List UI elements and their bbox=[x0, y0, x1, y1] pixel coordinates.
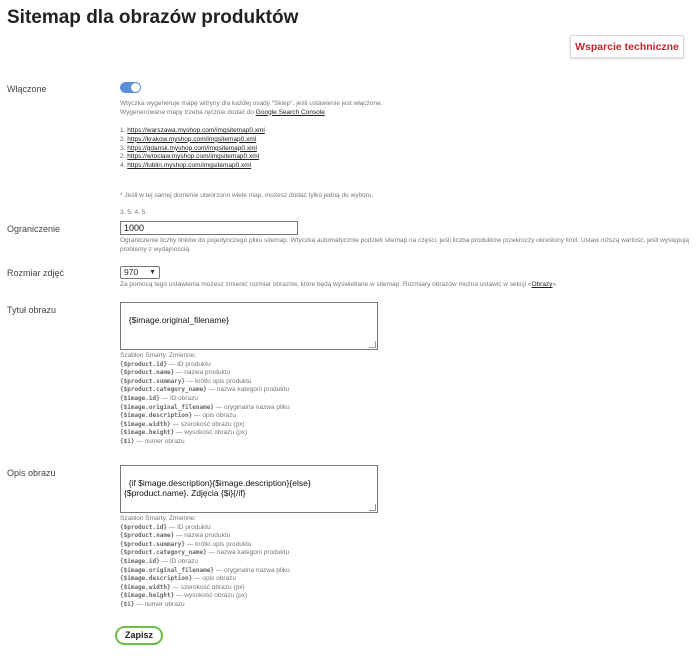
variable-code: {$product.name} bbox=[120, 532, 175, 540]
variable-code: {$image.description} bbox=[120, 575, 193, 583]
sitemap-url-link[interactable]: https://krakow.myshop.com/imgsitemap0.xml bbox=[127, 135, 257, 143]
variable-desc: — ID produktu bbox=[166, 360, 211, 368]
variable-row bbox=[120, 601, 695, 610]
variable-code: {$i} bbox=[120, 437, 135, 445]
save-button[interactable]: Zapisz bbox=[115, 626, 163, 645]
variables-heading: Szablon Smarty. Zmienne: bbox=[120, 515, 197, 522]
enabled-note-2: 3. 5. 4. 5. bbox=[120, 209, 148, 216]
variable-row bbox=[120, 421, 695, 430]
list-item bbox=[120, 153, 695, 162]
image-title-value: {$image.original_filename} bbox=[128, 315, 229, 325]
variable-desc: — numer obrazu bbox=[134, 600, 185, 608]
sitemap-url-link[interactable]: https://gdansk.myshop.com/imgsitemap0.xml bbox=[127, 144, 257, 152]
list-number: 4. bbox=[120, 162, 126, 170]
variables-heading: Szablon Smarty. Zmienne: bbox=[120, 352, 197, 359]
enabled-note: * Jeśli w tej samej domenie utworzono wiele map, możesz dodać tylko jedną do wyboru. bbox=[120, 192, 374, 199]
google-search-console-link[interactable]: Google Search Console bbox=[255, 108, 325, 116]
variable-code: {$i} bbox=[120, 600, 135, 608]
variable-code: {$product.category_name} bbox=[120, 549, 207, 557]
variable-code: {$image.id} bbox=[120, 557, 160, 565]
variable-row bbox=[120, 567, 695, 576]
variable-desc: — nazwa kategorii produktu bbox=[206, 386, 290, 394]
variable-code: {$image.original_filename} bbox=[120, 403, 214, 411]
image-desc-label: Opis obrazu bbox=[7, 468, 56, 478]
variable-row bbox=[120, 429, 695, 438]
image-desc-textarea[interactable] bbox=[120, 465, 378, 513]
variable-code: {$image.width} bbox=[120, 420, 171, 428]
variable-desc: — nazwa kategorii produktu bbox=[206, 549, 290, 557]
variable-desc: — ID obrazu bbox=[159, 394, 199, 402]
variable-desc: — nazwa produktu bbox=[174, 532, 231, 540]
image-title-variables bbox=[120, 352, 695, 447]
help-text: . bbox=[324, 108, 327, 116]
variable-desc: — ID produktu bbox=[166, 523, 211, 531]
variable-row bbox=[120, 395, 695, 404]
limit-help: Ograniczenie liczby linków do pojedynczego pliku sitemap. Wtyczka automatycznie podzieli sitemap na części, jeśli liczba produktów przekroczy określony limit. Ustaw niższą wartość, jeśli występują problemy z wydajnością. bbox=[120, 237, 689, 253]
variable-desc: — ID obrazu bbox=[159, 557, 199, 565]
variable-row bbox=[120, 575, 695, 584]
sitemap-url-link[interactable]: https://lublin.myshop.com/imgsitemap0.xml bbox=[127, 162, 252, 170]
variable-desc: — oryginalna nazwa pliku bbox=[213, 566, 290, 574]
variable-code: {$image.height} bbox=[120, 429, 175, 437]
variable-row bbox=[120, 378, 695, 387]
enabled-help bbox=[120, 100, 695, 117]
image-title-label: Tytuł obrazu bbox=[7, 305, 57, 315]
variable-row bbox=[120, 386, 695, 395]
image-title-textarea[interactable] bbox=[120, 302, 378, 350]
list-number: 3. bbox=[120, 144, 126, 152]
enabled-help-line1: Wtyczka wygeneruje mapę witryny dla każdej osady "Sklep", jeśli ustawienie jest włączone. bbox=[120, 100, 383, 107]
image-desc-variables bbox=[120, 515, 695, 610]
help-text: ». bbox=[552, 281, 558, 288]
variable-code: {$image.height} bbox=[120, 592, 175, 600]
variable-desc: — krótki opis produktu bbox=[185, 377, 252, 385]
variable-desc: — numer obrazu bbox=[134, 437, 185, 445]
list-item bbox=[120, 127, 695, 136]
variable-desc: — opis obrazu bbox=[192, 412, 236, 420]
help-text: Za pomocą tego ustawienia możesz zmienić rozmiar obrazów, które będą wyświetlane w sitemap. Rozmiary obrazów można ustawić w sekcji « bbox=[120, 281, 532, 288]
help-text: Wygenerowane mapy trzeba ręcznie dodać do bbox=[120, 108, 256, 116]
variable-code: {$product.name} bbox=[120, 369, 175, 377]
variable-code: {$product.summary} bbox=[120, 540, 186, 548]
list-number: 1. bbox=[120, 127, 126, 134]
list-item bbox=[120, 136, 695, 145]
image-size-select[interactable] bbox=[120, 266, 160, 279]
variable-row bbox=[120, 541, 695, 550]
resize-handle-icon[interactable] bbox=[369, 341, 376, 348]
list-item bbox=[120, 145, 695, 154]
variable-row bbox=[120, 524, 695, 533]
page-title: Sitemap dla obrazów produktów bbox=[7, 7, 299, 28]
variable-row bbox=[120, 584, 695, 593]
variable-row bbox=[120, 532, 695, 541]
variable-row bbox=[120, 404, 695, 413]
enabled-help-line2 bbox=[120, 109, 695, 118]
variable-desc: — oryginalna nazwa pliku bbox=[213, 403, 290, 411]
variable-row bbox=[120, 412, 695, 421]
images-section-link[interactable]: Obrazy bbox=[531, 281, 553, 288]
variable-desc: — wysokość obrazu (px) bbox=[174, 429, 248, 437]
chevron-down-icon: ▼ bbox=[149, 269, 156, 276]
toggle-knob bbox=[131, 83, 140, 92]
variable-desc: — wysokość obrazu (px) bbox=[174, 592, 248, 600]
variable-row bbox=[120, 592, 695, 601]
list-number: 2. bbox=[120, 153, 126, 161]
variable-desc: — opis obrazu bbox=[192, 575, 236, 583]
variable-code: {$image.width} bbox=[120, 583, 171, 591]
variable-code: {$image.original_filename} bbox=[120, 566, 214, 574]
image-size-value: 970 bbox=[124, 267, 139, 277]
variable-desc: — krótki opis produktu bbox=[185, 540, 252, 548]
sitemap-url-link[interactable]: https://wroclaw.myshop.com/imgsitemap0.xml bbox=[127, 153, 260, 161]
limit-input[interactable]: 1000 bbox=[120, 221, 298, 235]
image-size-help bbox=[120, 281, 695, 290]
list-number: 2. bbox=[120, 135, 126, 143]
variable-code: {$product.category_name} bbox=[120, 386, 207, 394]
variable-row bbox=[120, 369, 695, 378]
variable-code: {$product.id} bbox=[120, 523, 167, 531]
limit-label: Ograniczenie bbox=[7, 224, 61, 234]
image-size-label: Rozmiar zdjęć bbox=[7, 268, 65, 278]
variable-desc: — szerokość obrazu (px) bbox=[170, 420, 245, 428]
enabled-toggle[interactable] bbox=[120, 82, 141, 93]
resize-handle-icon[interactable] bbox=[369, 504, 376, 511]
sitemap-url-link[interactable]: https://warszawa.myshop.com/imgsitemap0.xml bbox=[127, 127, 265, 134]
variable-row bbox=[120, 558, 695, 567]
sitemap-url-list bbox=[120, 127, 695, 171]
variable-code: {$product.summary} bbox=[120, 377, 186, 385]
variable-desc: — nazwa produktu bbox=[174, 369, 231, 377]
variable-row bbox=[120, 549, 695, 558]
variable-desc: — szerokość obrazu (px) bbox=[170, 583, 245, 591]
support-button[interactable]: Wsparcie techniczne bbox=[570, 35, 684, 58]
list-item bbox=[120, 162, 695, 171]
variable-code: {$image.id} bbox=[120, 394, 160, 402]
variable-row bbox=[120, 361, 695, 370]
variable-code: {$product.id} bbox=[120, 360, 167, 368]
enabled-label: Włączone bbox=[7, 84, 47, 94]
variable-code: {$image.description} bbox=[120, 412, 193, 420]
variable-row bbox=[120, 438, 695, 447]
image-desc-value: {if $image.description}{$image.description}{else} {$product.name}. Zdjęcia {$i}{/if} bbox=[124, 478, 311, 498]
